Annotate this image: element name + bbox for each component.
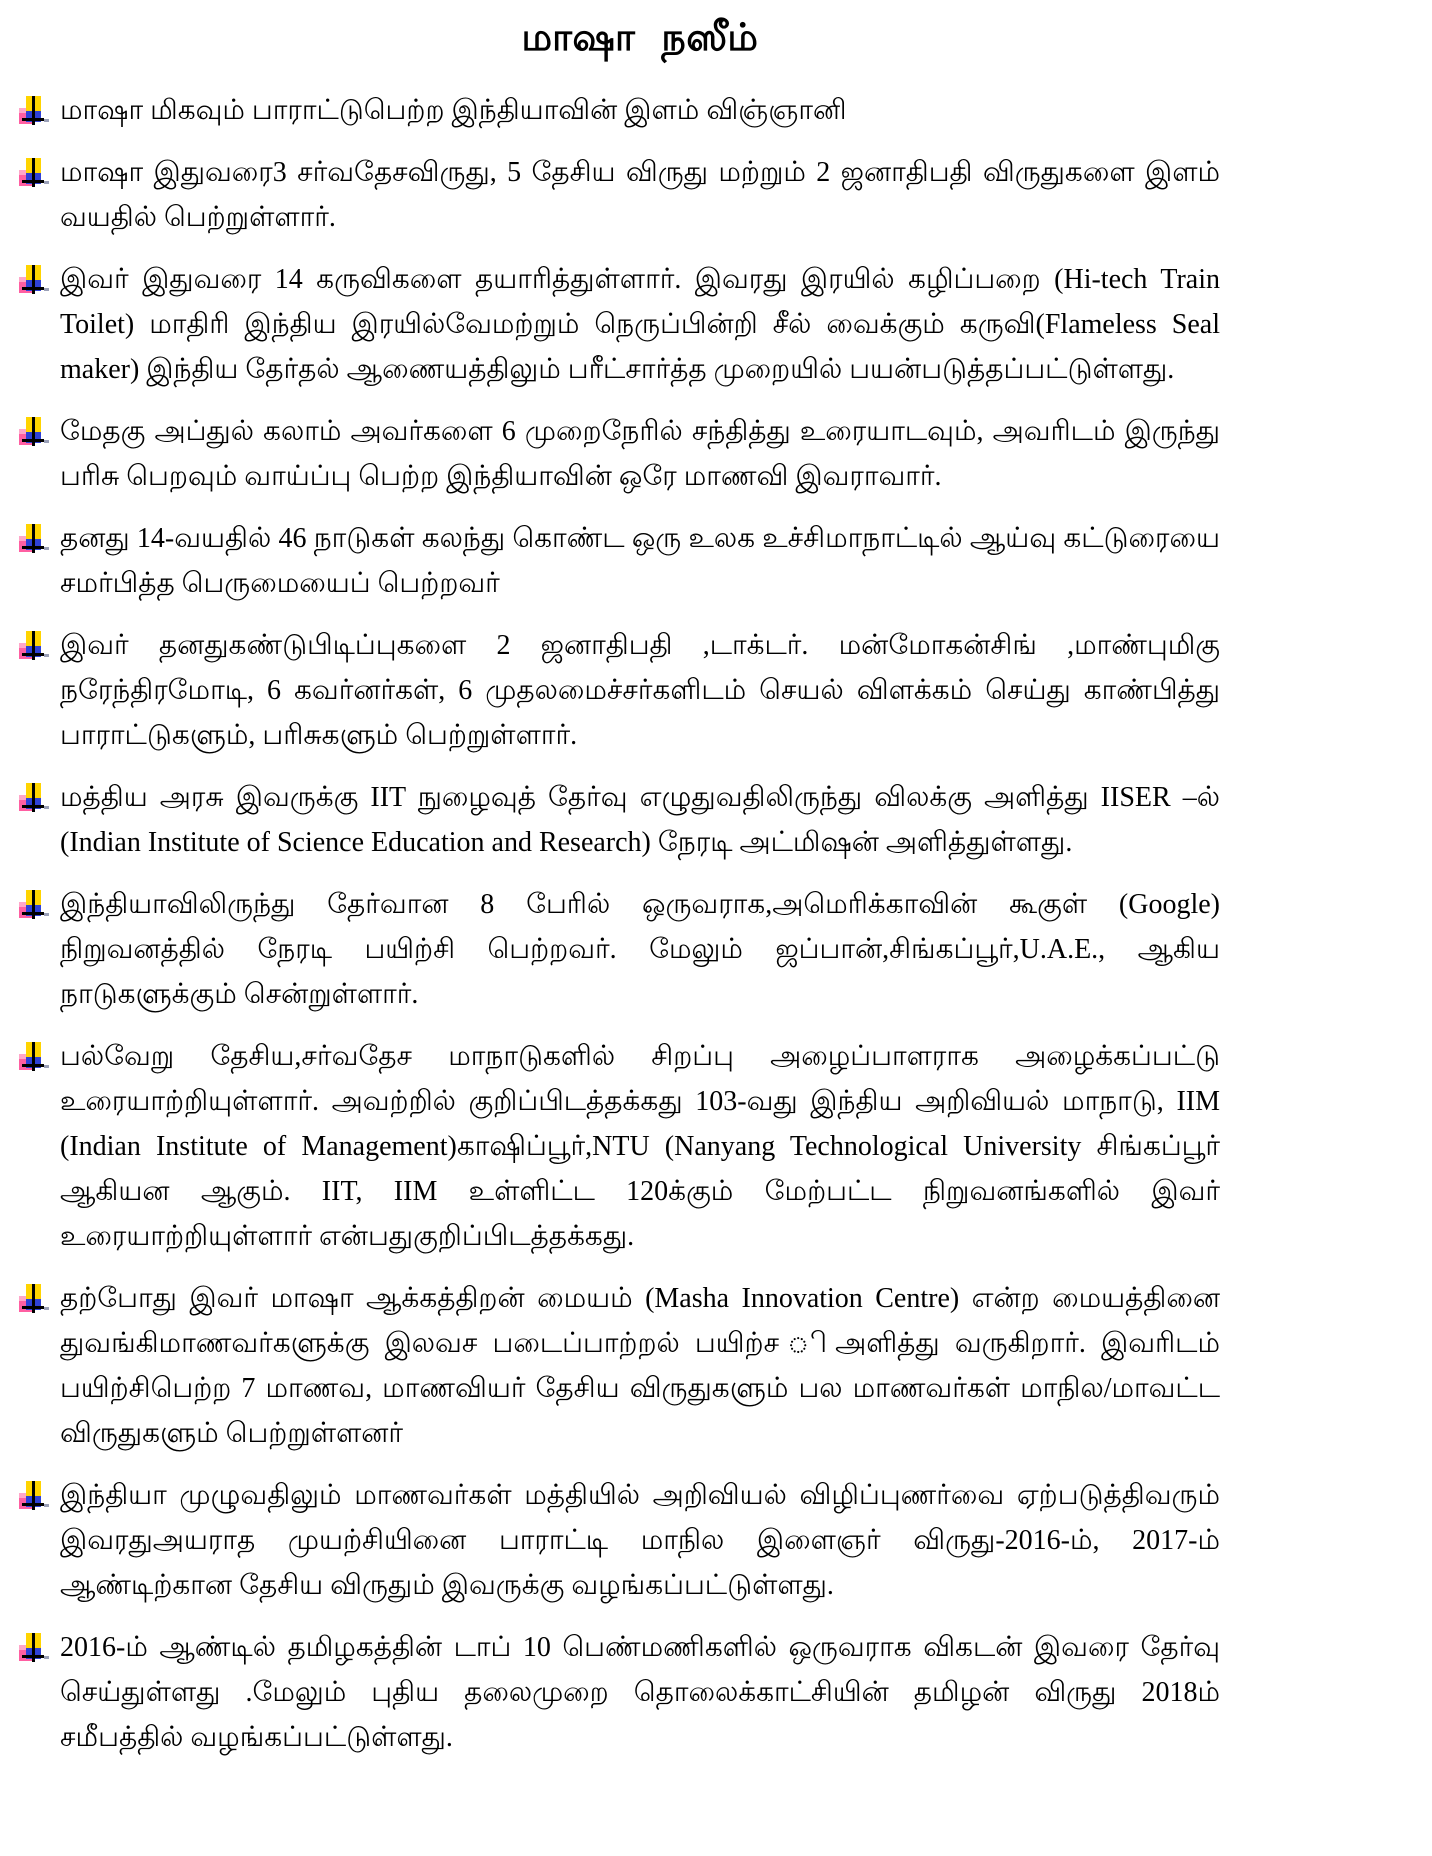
- down-arrow-bullet-icon: [19, 1284, 49, 1315]
- bullet-item: [19, 775, 1220, 865]
- bullet-list: [19, 88, 1220, 1760]
- bullet-text: பல்வேறு தேசிய,சர்வதேச மாநாடுகளில் சிறப்பு அழைப்பாளராக அழைக்கப்பட்டு உரையாற்றியுள்ளார். அவற்றில் குறிப்பிடத்தக்கது 103-வது இந்திய அறிவியல் மாநாடு, IIM (Indian Institute of Management)காஷிப்பூர்,NTU (Nanyang Technological University சிங்கப்பூர் ஆகியன ஆகும். IIT, IIM உள்ளிட்ட 120க்கும் மேற்பட்ட நிறுவனங்களில் இவர் உரையாற்றியுள்ளார் என்பதுகுறிப்பிடத்தக்கது.: [60, 1040, 1220, 1252]
- bullet-item: [19, 1276, 1220, 1456]
- bullet-text: மாஷா மிகவும் பாராட்டுபெற்ற இந்தியாவின் இளம் விஞ்ஞானி: [60, 94, 847, 126]
- bullet-item: [19, 516, 1220, 606]
- down-arrow-bullet-icon: [19, 524, 49, 555]
- down-arrow-bullet-icon: [19, 158, 49, 189]
- down-arrow-bullet-icon: [19, 890, 49, 921]
- bullet-text: மேதகு அப்துல் கலாம் அவர்களை 6 முறைநேரில் சந்தித்து உரையாடவும், அவரிடம் இருந்து பரிசு பெறவும் வாய்ப்பு பெற்ற இந்தியாவின் ஒரே மாணவி இவராவார்.: [60, 415, 1220, 492]
- bullet-item: [19, 623, 1220, 758]
- bullet-text: இந்தியா முழுவதிலும் மாணவர்கள் மத்தியில் அறிவியல் விழிப்புணர்வை ஏற்படுத்திவரும் இவரதுஅயராத முயற்சியினை பாராட்டி மாநில இளைஞர் விருது-2016-ம், 2017-ம் ஆண்டிற்கான தேசிய விருதும் இவருக்கு வழங்கப்பட்டுள்ளது.: [60, 1479, 1220, 1601]
- bullet-text: தனது 14-வயதில் 46 நாடுகள் கலந்து கொண்ட ஒரு உலக உச்சிமாநாட்டில் ஆய்வு கட்டுரையை சமர்பித்த பெருமையைப் பெற்றவர்: [60, 522, 1220, 599]
- bullet-item: [19, 1473, 1220, 1608]
- bullet-item: [19, 1625, 1220, 1760]
- bullet-text: மாஷா இதுவரை3 சர்வதேசவிருது, 5 தேசிய விருது மற்றும் 2 ஜனாதிபதி விருதுகளை இளம் வயதில் பெற்றுள்ளார்.: [60, 156, 1220, 233]
- bullet-item: [19, 257, 1220, 392]
- down-arrow-bullet-icon: [19, 1042, 49, 1073]
- down-arrow-bullet-icon: [19, 1633, 49, 1664]
- down-arrow-bullet-icon: [19, 417, 49, 448]
- down-arrow-bullet-icon: [19, 783, 49, 814]
- down-arrow-bullet-icon: [19, 1481, 49, 1512]
- down-arrow-bullet-icon: [19, 631, 49, 662]
- bullet-item: [19, 88, 1220, 133]
- bullet-text: மத்திய அரசு இவருக்கு IIT நுழைவுத் தேர்வு எழுதுவதிலிருந்து விலக்கு அளித்து IISER –ல் (Indian Institute of Science Education and Research) நேரடி அட்மிஷன் அளித்துள்ளது.: [60, 781, 1221, 858]
- bullet-item: [19, 1034, 1220, 1259]
- bullet-text: 2016-ம் ஆண்டில் தமிழகத்தின் டாப் 10 பெண்மணிகளில் ஒருவராக விகடன் இவரை தேர்வு செய்துள்ளது .மேலும் புதிய தலைமுறை தொலைக்காட்சியின் தமிழன் விருது 2018ம் சமீபத்தில் வழங்கப்பட்டுள்ளது.: [60, 1631, 1221, 1753]
- down-arrow-bullet-icon: [19, 265, 49, 296]
- bullet-text: இவர் தனதுகண்டுபிடிப்புகளை 2 ஜனாதிபதி ,டாக்டர். மன்மோகன்சிங் ,மாண்புமிகு நரேந்திரமோடி, 6 கவர்னர்கள், 6 முதலமைச்சர்களிடம் செயல் விளக்கம் செய்து காண்பித்து பாராட்டுகளும், பரிசுகளும் பெற்றுள்ளார்.: [60, 629, 1220, 751]
- bullet-text: இந்தியாவிலிருந்து தேர்வான 8 பேரில் ஒருவராக,அமெரிக்காவின் கூகுள் (Google) நிறுவனத்தில் நேரடி பயிற்சி பெற்றவர். மேலும் ஜப்பான்,சிங்கப்பூர்,U.A.E., ஆகிய நாடுகளுக்கும் சென்றுள்ளார்.: [60, 888, 1220, 1010]
- bullet-item: [19, 150, 1220, 240]
- bullet-item: [19, 409, 1220, 499]
- page-title: மாஷா நஸீம்: [521, 17, 759, 59]
- bullet-text: இவர் இதுவரை 14 கருவிகளை தயாரித்துள்ளார். இவரது இரயில் கழிப்பறை (Hi-tech Train Toilet) மாதிரி இந்திய இரயில்வேமற்றும் நெருப்பின்றி சீல் வைக்கும் கருவி(Flameless Seal maker) இந்திய தேர்தல் ஆணையத்திலும் பரீட்சார்த்த முறையில் பயன்படுத்தப்பட்டுள்ளது.: [60, 263, 1220, 385]
- bullet-item: [19, 882, 1220, 1017]
- bullet-text: தற்போது இவர் மாஷா ஆக்கத்திறன் மையம் (Masha Innovation Centre) என்ற மையத்தினை துவங்கிமாணவர்களுக்கு இலவச படைப்பாற்றல் பயிற்ச ிஅளித்து வருகிறார். இவரிடம் பயிற்சிபெற்ற 7 மாணவ, மாணவியர் தேசிய விருதுகளும் பல மாணவர்கள் மாநில/மாவட்ட விருதுகளும் பெற்றுள்ளனர்: [60, 1282, 1220, 1449]
- down-arrow-bullet-icon: [19, 96, 49, 127]
